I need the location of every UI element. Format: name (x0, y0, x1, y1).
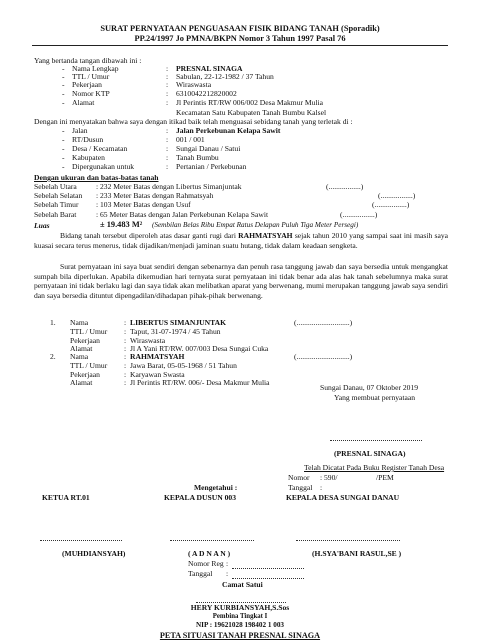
document-subtitle: PP.24/1997 Jo PMNA/BKPN Nomor 3 Tahun 1997 Pasal 76 (134, 34, 346, 43)
witness-field-value: Taput, 31-07-1974 / 45 Tahun (130, 326, 221, 336)
declaration-paragraph: Surat pernyataan ini saya buat sendiri dengan sebenarnya dan penuh rasa tanggung jawab dan saya bersedia untuk mengangkat sumpah bila diperlukan. Apabila dikemudian hari ternyata surat pernyataan ini tidak benar ada alas hak tanah sebelumnya maka surat pernyataan ini tidak berlaku lagi dan saya tidak akan melibatkan aparat yang berwenang, mumi merupakan tanggung jawab saya sendiri dan saya bersedia dituntut dipengadilan/dihadapan pihak-pihak berwenang. (34, 262, 448, 300)
area-in-words: (Sembilan Belas Ribu Empat Ratus Delapan Puluh Tiga Meter Persegi) (152, 221, 359, 229)
field-colon: : (124, 344, 127, 354)
registry-tanggal-label: Tanggal (288, 483, 313, 492)
witness-field-label: Nama (70, 352, 89, 361)
witness-field-value: RAHMATSYAH (130, 352, 185, 361)
location-field-value: Sungai Danau / Satui (176, 144, 241, 153)
location-field-value: 001 / 001 (176, 135, 205, 144)
declarant-signature-line[interactable] (330, 440, 422, 441)
site-map-title: PETA SITUASI TANAH PRESNAL SINAGA (159, 631, 321, 640)
field-colon: : (124, 335, 127, 345)
rt-head-name: (MUHDIANSYAH) (62, 549, 126, 558)
boundaries-heading: Dengan ukuran dan batas-batas tanah (34, 173, 159, 182)
declarant-field-label: Pekerjaan (72, 80, 102, 89)
dusun-head-name: ( A D N A N ) (188, 549, 231, 558)
witness-field-label: Nama (70, 318, 89, 327)
field-colon: : (166, 153, 169, 162)
dusun-head-signature-line[interactable] (170, 540, 254, 541)
village-head-title: KEPALA DESA SUNGAI DANAU (286, 493, 400, 502)
camat-rank: Pembina Tingkat I (212, 613, 268, 620)
declarant-address-line2: Kecamatan Satu Kabupaten Tanah Bumbu Kalsel (176, 108, 327, 117)
registry-heading: Telah Dicatat Pada Buku Register Tanah Desa (304, 463, 445, 472)
field-colon: : (166, 126, 169, 135)
location-field-label: Desa / Kecamatan (72, 144, 128, 153)
village-head-signature-line[interactable] (296, 540, 400, 541)
location-field-label: Dipergunakan untuk (72, 162, 135, 171)
witness-number: 2. (50, 352, 56, 361)
declarant-field-label: Nama Lengkap (72, 64, 119, 73)
boundary-description: : 233 Meter Batas dengan Rahmatsyah (96, 191, 214, 200)
declarant-field-value: Wiraswasta (176, 80, 212, 89)
list-dash: - (62, 72, 65, 81)
list-dash: - (62, 98, 65, 107)
camat-title: Camat Satui (222, 580, 263, 589)
field-colon: : (124, 378, 127, 388)
rt-head-signature-line[interactable] (40, 540, 122, 541)
boundary-side-label: Sebelah Selatan (34, 191, 83, 200)
camat-reg-number-colon: : (226, 559, 229, 568)
declarant-field-label: TTL / Umur (72, 72, 110, 81)
boundary-description: : 232 Meter Batas dengan Libertus Simanjuntak (96, 182, 242, 191)
camat-name: HERY KURBIANSYAH,S.Sos (190, 603, 290, 612)
camat-nip: NIP : 19621028 198402 1 003 (195, 621, 285, 629)
neighbor-signature-field[interactable]: (.................) (372, 200, 410, 209)
camat-reg-number-label: Nomor Reg (188, 559, 224, 568)
neighbor-signature-field[interactable]: (.................) (340, 210, 378, 219)
registry-nomor-suffix: /PEM (376, 473, 394, 482)
registry-date-input[interactable] (326, 483, 390, 492)
witness-field-value: Jl Perintis RT/RW. 006/- Desa Makmur Mulia (130, 378, 270, 388)
witness-field-value: Karyawan Swasta (130, 369, 185, 379)
location-field-value: Tanah Bumbu (176, 153, 219, 162)
list-dash: - (62, 64, 65, 73)
declarant-field-value: Jl Perintis RT/RW 006/002 Desa Makmur Mulia (176, 98, 324, 107)
witness-signature-field[interactable]: (............................) (294, 352, 353, 361)
area-value: ± 19.483 M² (100, 220, 143, 229)
witness-field-label: Pekerjaan (70, 369, 100, 379)
previous-owner-name: RAHMATSYAH (238, 231, 293, 240)
declarant-sign-caption: Yang membuat pernyataan (334, 393, 416, 402)
registry-nomor-prefix: : 590/ (320, 473, 338, 482)
field-colon: : (166, 135, 169, 144)
field-colon: : (124, 369, 127, 379)
field-colon: : (124, 360, 127, 370)
declarant-sign-name: (PRESNAL SINAGA) (334, 449, 406, 458)
neighbor-signature-field[interactable]: (.................) (326, 182, 364, 191)
witness-field-value: Jawa Barat, 05-05-1968 / 51 Tahun (130, 360, 237, 370)
witness-signature-field[interactable]: (............................) (294, 318, 353, 327)
declarant-field-label: Alamat (72, 98, 95, 107)
village-head-name: (H.SYA'BANI RASUL,SE ) (312, 549, 402, 558)
field-colon: : (166, 162, 169, 171)
declarant-field-value: PRESNAL SINAGA (176, 64, 243, 73)
location-field-label: RT/Dusun (72, 135, 104, 144)
acknowledged-label: Mengetahui : (194, 483, 238, 492)
boundary-side-label: Sebelah Utara (34, 182, 77, 191)
declarant-field-value: 6310042212820002 (176, 89, 237, 98)
location-field-value: Pertanian / Perkebunan (176, 162, 247, 171)
boundary-description: : 103 Meter Batas dengan Usuf (96, 200, 191, 209)
witness-field-label: TTL / Umur (70, 360, 108, 370)
field-colon: : (166, 98, 169, 107)
witness-number: 1. (50, 318, 56, 327)
witness-field-label: Alamat (70, 378, 93, 388)
field-colon: : (166, 144, 169, 153)
field-colon: : (166, 89, 169, 98)
list-dash: - (62, 80, 65, 89)
location-field-value: Jalan Perkebunan Kelapa Sawit (176, 126, 281, 135)
list-dash: - (62, 144, 65, 153)
rt-head-title: KETUA RT.01 (42, 493, 90, 502)
field-colon: : (166, 64, 169, 73)
intro-text: Yang bertanda tangan dibawah ini : (34, 56, 142, 65)
camat-reg-number-input[interactable] (232, 559, 304, 569)
witness-field-label: Alamat (70, 344, 93, 354)
witness-field-value: Jl A Yani RT/RW. 007/003 Desa Sungai Cuka (130, 344, 269, 354)
list-dash: - (62, 162, 65, 171)
declarant-field-label: Nomor KTP (72, 89, 110, 98)
boundary-side-label: Sebelah Timur (34, 200, 79, 209)
location-field-label: Jalan (72, 126, 88, 135)
witness-field-label: Pekerjaan (70, 335, 100, 345)
list-dash: - (62, 126, 65, 135)
area-label: Luas (34, 221, 50, 230)
registry-nomor-label: Nomor (288, 473, 310, 482)
list-dash: - (62, 153, 65, 162)
boundary-description: : 65 Meter Batas dengan Jalan Perkebunan Kelapa Sawit (96, 210, 269, 219)
acquisition-paragraph: Bidang tanah tersebut diperoleh atas dasar ganti rugi dari RAHMATSYAH sejak tahun 2010 yang sampai saat ini masih saya kuasai secara terus menerus, tidak dijadikan/menjadi jaminan suatu hutang, tidak dalam keadaan sengketa. (34, 231, 448, 250)
list-dash: - (62, 135, 65, 144)
boundary-side-label: Sebelah Barat (34, 210, 77, 219)
list-dash: - (62, 89, 65, 98)
field-colon: : (124, 352, 127, 361)
header-rule (32, 45, 448, 46)
field-colon: : (166, 72, 169, 81)
witness-field-value: LIBERTUS SIMANJUNTAK (130, 318, 227, 327)
neighbor-signature-field[interactable]: (.................) (378, 191, 416, 200)
witness-field-label: TTL / Umur (70, 326, 108, 336)
dusun-head-title: KEPALA DUSUN 003 (164, 493, 237, 502)
location-field-label: Kabupaten (72, 153, 105, 162)
field-colon: : (166, 80, 169, 89)
camat-reg-date-input[interactable] (232, 569, 304, 579)
document-title: SURAT PERNYATAAN PENGUASAAN FISIK BIDANG TANAH (Sporadik) (100, 24, 380, 33)
field-colon: : (124, 326, 127, 336)
statement-text: Dengan ini menyatakan bahwa saya dengan itikad baik telah menguasai sebidang tanah yang terletak di : (34, 117, 353, 126)
declarant-field-value: Sabulan, 22-12-1982 / 37 Tahun (176, 72, 274, 81)
registry-tanggal-colon: : (320, 483, 323, 492)
camat-reg-date-colon: : (226, 569, 229, 578)
field-colon: : (124, 318, 127, 327)
place-date: Sungai Danau, 07 Oktober 2019 (320, 383, 419, 392)
camat-reg-date-label: Tanggal (188, 569, 213, 578)
witness-field-value: Wiraswasta (130, 335, 166, 345)
registry-number-input[interactable] (340, 473, 374, 482)
